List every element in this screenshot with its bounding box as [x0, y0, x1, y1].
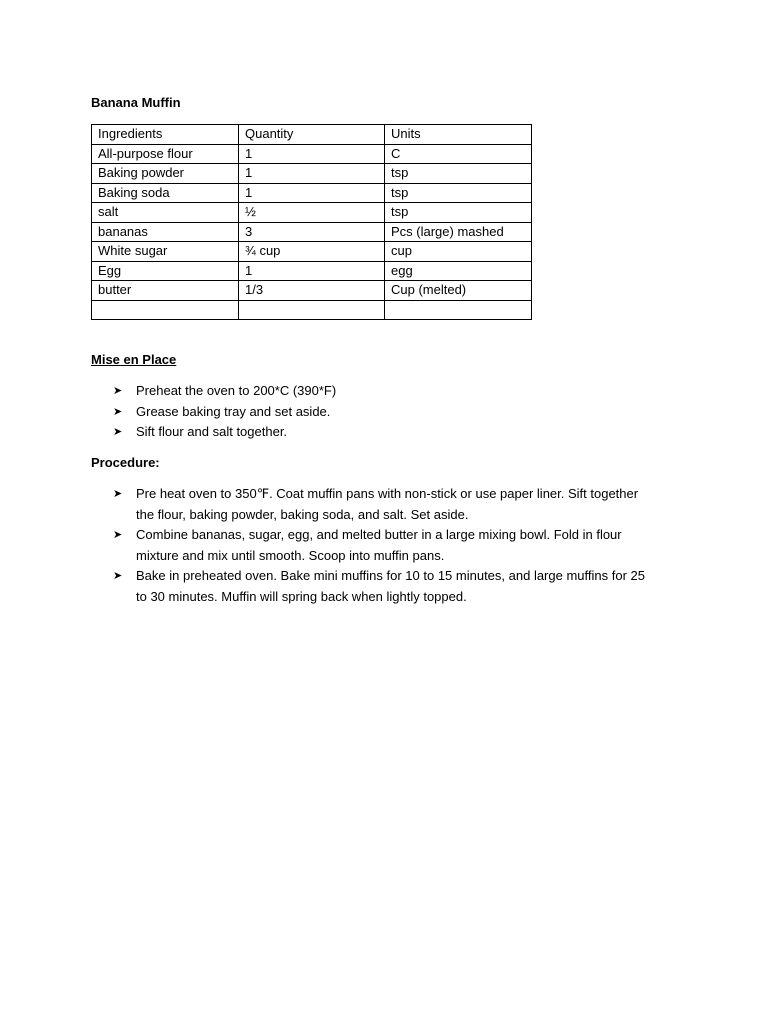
- units-cell: tsp: [385, 203, 532, 223]
- quantity-cell: 1: [239, 144, 385, 164]
- quantity-cell: 1: [239, 164, 385, 184]
- ingredient-cell: [92, 300, 239, 320]
- table-row: [92, 242, 532, 262]
- arrow-bullet-icon: ➤: [113, 529, 123, 541]
- table-row: [92, 203, 532, 223]
- list-item-text: Combine bananas, sugar, egg, and melted butter in a large mixing bowl. Fold in flour mixture and mix until smooth. Scoop into muffin pans.: [136, 527, 622, 563]
- units-cell: Cup (melted): [385, 281, 532, 301]
- quantity-cell: 3: [239, 222, 385, 242]
- quantity-cell: 1/3: [239, 281, 385, 301]
- ingredient-cell: Egg: [92, 261, 239, 281]
- units-cell: tsp: [385, 183, 532, 203]
- procedure-heading: Procedure:: [91, 455, 160, 470]
- procedure-list: [113, 484, 658, 607]
- ingredient-cell: All-purpose flour: [92, 144, 239, 164]
- arrow-bullet-icon: ➤: [113, 405, 123, 418]
- ingredient-cell: salt: [92, 203, 239, 223]
- ingredient-cell: butter: [92, 281, 239, 301]
- ingredient-cell: Baking powder: [92, 164, 239, 184]
- list-item: [113, 525, 658, 566]
- units-cell: C: [385, 144, 532, 164]
- recipe-title: Banana Muffin: [91, 95, 181, 110]
- units-cell: tsp: [385, 164, 532, 184]
- table-row: [92, 183, 532, 203]
- column-header-units: Units: [385, 125, 532, 145]
- list-item: [113, 484, 658, 525]
- units-cell: cup: [385, 242, 532, 262]
- list-item: [113, 402, 533, 423]
- quantity-cell: ½: [239, 203, 385, 223]
- list-item: [113, 566, 658, 607]
- list-item-text: Preheat the oven to 200*C (390*F): [136, 383, 337, 398]
- arrow-bullet-icon: ➤: [113, 488, 123, 500]
- arrow-bullet-icon: ➤: [113, 426, 123, 438]
- table-row: [92, 222, 532, 242]
- mise-en-place-heading: Mise en Place: [91, 352, 177, 367]
- quantity-cell: ¾ cup: [239, 242, 385, 262]
- mise-en-place-list: [113, 381, 533, 443]
- quantity-cell: [239, 300, 385, 320]
- list-item-text: Grease baking tray and set aside.: [136, 403, 331, 419]
- list-item: [113, 422, 533, 443]
- ingredient-cell: White sugar: [92, 242, 239, 262]
- units-cell: Pcs (large) mashed: [385, 222, 532, 242]
- arrow-bullet-icon: ➤: [113, 570, 123, 582]
- table-row-empty: [92, 300, 532, 320]
- list-item-text: Bake in preheated oven. Bake mini muffins for 10 to 15 minutes, and large muffins for 25 to 30 minutes. Muffin will spring back when lightly topped.: [136, 568, 645, 604]
- list-item: [113, 381, 533, 402]
- column-header-ingredients: Ingredients: [92, 125, 239, 145]
- units-cell: egg: [385, 261, 532, 281]
- table-header-row: [92, 125, 532, 145]
- ingredient-cell: Baking soda: [92, 183, 239, 203]
- ingredient-cell: bananas: [92, 222, 239, 242]
- table-row: [92, 164, 532, 184]
- list-item-text: Sift flour and salt together.: [136, 424, 288, 439]
- ingredients-table: [91, 124, 532, 320]
- quantity-cell: 1: [239, 183, 385, 203]
- units-cell: [385, 300, 532, 320]
- table-row: [92, 144, 532, 164]
- table-row: [92, 281, 532, 301]
- list-item-text: Pre heat oven to 350℉. Coat muffin pans with non-stick or use paper liner. Sift together the flour, baking powder, baking soda, and salt. Set aside.: [136, 486, 639, 522]
- table-row: [92, 261, 532, 281]
- quantity-cell: 1: [239, 261, 385, 281]
- arrow-bullet-icon: ➤: [113, 385, 123, 397]
- column-header-quantity: Quantity: [239, 125, 385, 145]
